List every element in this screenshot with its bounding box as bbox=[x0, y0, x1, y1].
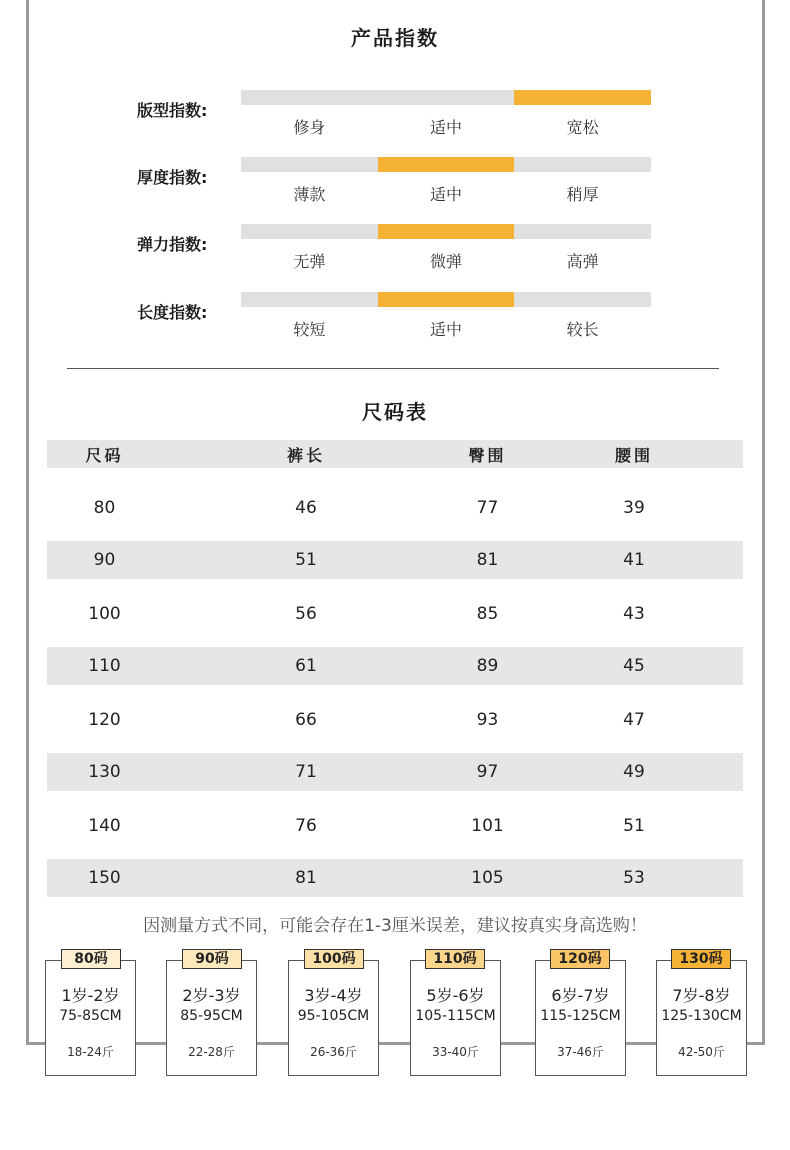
age-card bbox=[535, 960, 626, 1076]
index-options bbox=[241, 115, 651, 138]
index-option: 微弹 bbox=[430, 252, 463, 271]
index-bar bbox=[241, 292, 651, 307]
height-range: 125-130CM bbox=[661, 1008, 742, 1024]
index-bar-segment bbox=[514, 292, 651, 307]
index-row-fit bbox=[0, 90, 790, 150]
table-cell: 101 bbox=[471, 816, 504, 836]
index-row-length bbox=[0, 292, 790, 352]
height-range: 115-125CM bbox=[540, 1008, 621, 1024]
index-bar-segment bbox=[378, 157, 515, 172]
table-cell: 90 bbox=[93, 550, 116, 570]
height-range: 75-85CM bbox=[59, 1008, 122, 1024]
table-row bbox=[47, 700, 743, 740]
table-cell: 76 bbox=[295, 816, 317, 836]
age-card bbox=[656, 960, 747, 1076]
index-option: 无弹 bbox=[293, 252, 326, 271]
index-label: 弹力指数: bbox=[137, 235, 208, 254]
index-options bbox=[241, 317, 651, 340]
table-cell: 81 bbox=[476, 550, 499, 570]
age-card bbox=[166, 960, 257, 1076]
index-row-thickness bbox=[0, 157, 790, 217]
table-cell: 61 bbox=[295, 656, 317, 676]
age-range: 7岁-8岁 bbox=[672, 986, 731, 1005]
table-cell: 77 bbox=[476, 498, 499, 518]
height-range: 95-105CM bbox=[297, 1008, 370, 1024]
index-option: 宽松 bbox=[566, 118, 599, 137]
table-header-cell: 腰围 bbox=[614, 445, 653, 465]
size-tag: 120码 bbox=[550, 949, 610, 969]
age-card bbox=[45, 960, 136, 1076]
table-row bbox=[47, 541, 743, 579]
table-cell: 51 bbox=[295, 550, 317, 570]
table-cell: 43 bbox=[623, 604, 645, 624]
table-cell: 85 bbox=[476, 604, 499, 624]
height-range: 105-115CM bbox=[415, 1008, 496, 1024]
table-cell: 46 bbox=[295, 498, 317, 518]
index-bar bbox=[241, 224, 651, 239]
index-option: 高弹 bbox=[566, 252, 599, 271]
size-tag: 80码 bbox=[61, 949, 121, 969]
table-cell: 41 bbox=[623, 550, 645, 570]
index-option: 适中 bbox=[430, 185, 463, 204]
index-options bbox=[241, 249, 651, 272]
weight-range: 37-46斤 bbox=[557, 1045, 604, 1059]
index-row-elasticity bbox=[0, 224, 790, 284]
index-label: 厚度指数: bbox=[137, 168, 208, 187]
table-cell: 150 bbox=[88, 868, 121, 888]
table-cell: 47 bbox=[623, 710, 645, 730]
weight-range: 42-50斤 bbox=[678, 1045, 725, 1059]
table-header-row bbox=[47, 440, 743, 468]
table-cell: 110 bbox=[88, 656, 121, 676]
table-row bbox=[47, 859, 743, 897]
section-divider bbox=[67, 368, 719, 369]
index-option: 修身 bbox=[293, 118, 326, 137]
index-bar bbox=[241, 157, 651, 172]
index-option: 适中 bbox=[430, 320, 463, 339]
table-cell: 51 bbox=[623, 816, 645, 836]
index-option: 稍厚 bbox=[566, 185, 599, 204]
index-bar-segment bbox=[241, 292, 378, 307]
table-row bbox=[47, 753, 743, 791]
weight-range: 26-36斤 bbox=[310, 1045, 357, 1059]
age-range: 3岁-4岁 bbox=[304, 986, 363, 1005]
table-cell: 45 bbox=[623, 656, 645, 676]
index-bar-segment bbox=[378, 292, 515, 307]
index-options bbox=[241, 182, 651, 205]
table-cell: 71 bbox=[295, 762, 317, 782]
table-cell: 66 bbox=[295, 710, 317, 730]
table-header-cell: 臀围 bbox=[468, 445, 507, 465]
table-cell: 93 bbox=[476, 710, 499, 730]
table-cell: 140 bbox=[88, 816, 121, 836]
size-tag: 110码 bbox=[425, 949, 485, 969]
size-chart-title: 尺码表 bbox=[362, 400, 428, 424]
table-row bbox=[47, 594, 743, 634]
table-cell: 130 bbox=[88, 762, 121, 782]
size-tag: 100码 bbox=[304, 949, 364, 969]
index-bar-segment bbox=[514, 90, 651, 105]
age-range: 1岁-2岁 bbox=[61, 986, 120, 1005]
measurement-note: 因测量方式不同，可能会存在1-3厘米误差，建议按真实身高选购！ bbox=[143, 916, 647, 936]
table-row bbox=[47, 806, 743, 846]
size-tag: 90码 bbox=[182, 949, 242, 969]
age-range: 6岁-7岁 bbox=[551, 986, 610, 1005]
height-range: 85-95CM bbox=[180, 1008, 243, 1024]
weight-range: 33-40斤 bbox=[432, 1045, 479, 1059]
table-cell: 80 bbox=[93, 498, 116, 518]
age-range: 2岁-3岁 bbox=[182, 986, 241, 1005]
table-header-cell: 尺码 bbox=[85, 445, 124, 465]
table-cell: 120 bbox=[88, 710, 121, 730]
index-option: 较长 bbox=[566, 320, 599, 339]
frame-bottom-border bbox=[26, 1042, 765, 1045]
product-index-title: 产品指数 bbox=[351, 26, 439, 50]
index-bar-segment bbox=[241, 224, 378, 239]
age-card bbox=[410, 960, 501, 1076]
index-bar-segment bbox=[514, 224, 651, 239]
table-row bbox=[47, 488, 743, 528]
index-bar-segment bbox=[241, 90, 378, 105]
table-cell: 56 bbox=[295, 604, 317, 624]
index-bar-segment bbox=[241, 157, 378, 172]
age-range: 5岁-6岁 bbox=[426, 986, 485, 1005]
index-bar-segment bbox=[514, 157, 651, 172]
table-row bbox=[47, 647, 743, 685]
index-label: 版型指数: bbox=[137, 101, 208, 120]
table-cell: 39 bbox=[623, 498, 645, 518]
weight-range: 18-24斤 bbox=[67, 1045, 114, 1059]
table-cell: 49 bbox=[623, 762, 645, 782]
table-header-cell: 裤长 bbox=[286, 445, 325, 465]
table-cell: 97 bbox=[476, 762, 499, 782]
index-label: 长度指数: bbox=[137, 303, 208, 322]
index-option: 较短 bbox=[293, 320, 326, 339]
table-cell: 53 bbox=[623, 868, 645, 888]
table-cell: 100 bbox=[88, 604, 121, 624]
table-cell: 105 bbox=[471, 868, 504, 888]
table-cell: 89 bbox=[476, 656, 499, 676]
weight-range: 22-28斤 bbox=[188, 1045, 235, 1059]
index-bar bbox=[241, 90, 651, 105]
age-card bbox=[288, 960, 379, 1076]
index-option: 薄款 bbox=[293, 185, 326, 204]
size-tag: 130码 bbox=[671, 949, 731, 969]
index-bar-segment bbox=[378, 90, 515, 105]
index-option: 适中 bbox=[430, 118, 463, 137]
table-cell: 81 bbox=[295, 868, 317, 888]
index-bar-segment bbox=[378, 224, 515, 239]
